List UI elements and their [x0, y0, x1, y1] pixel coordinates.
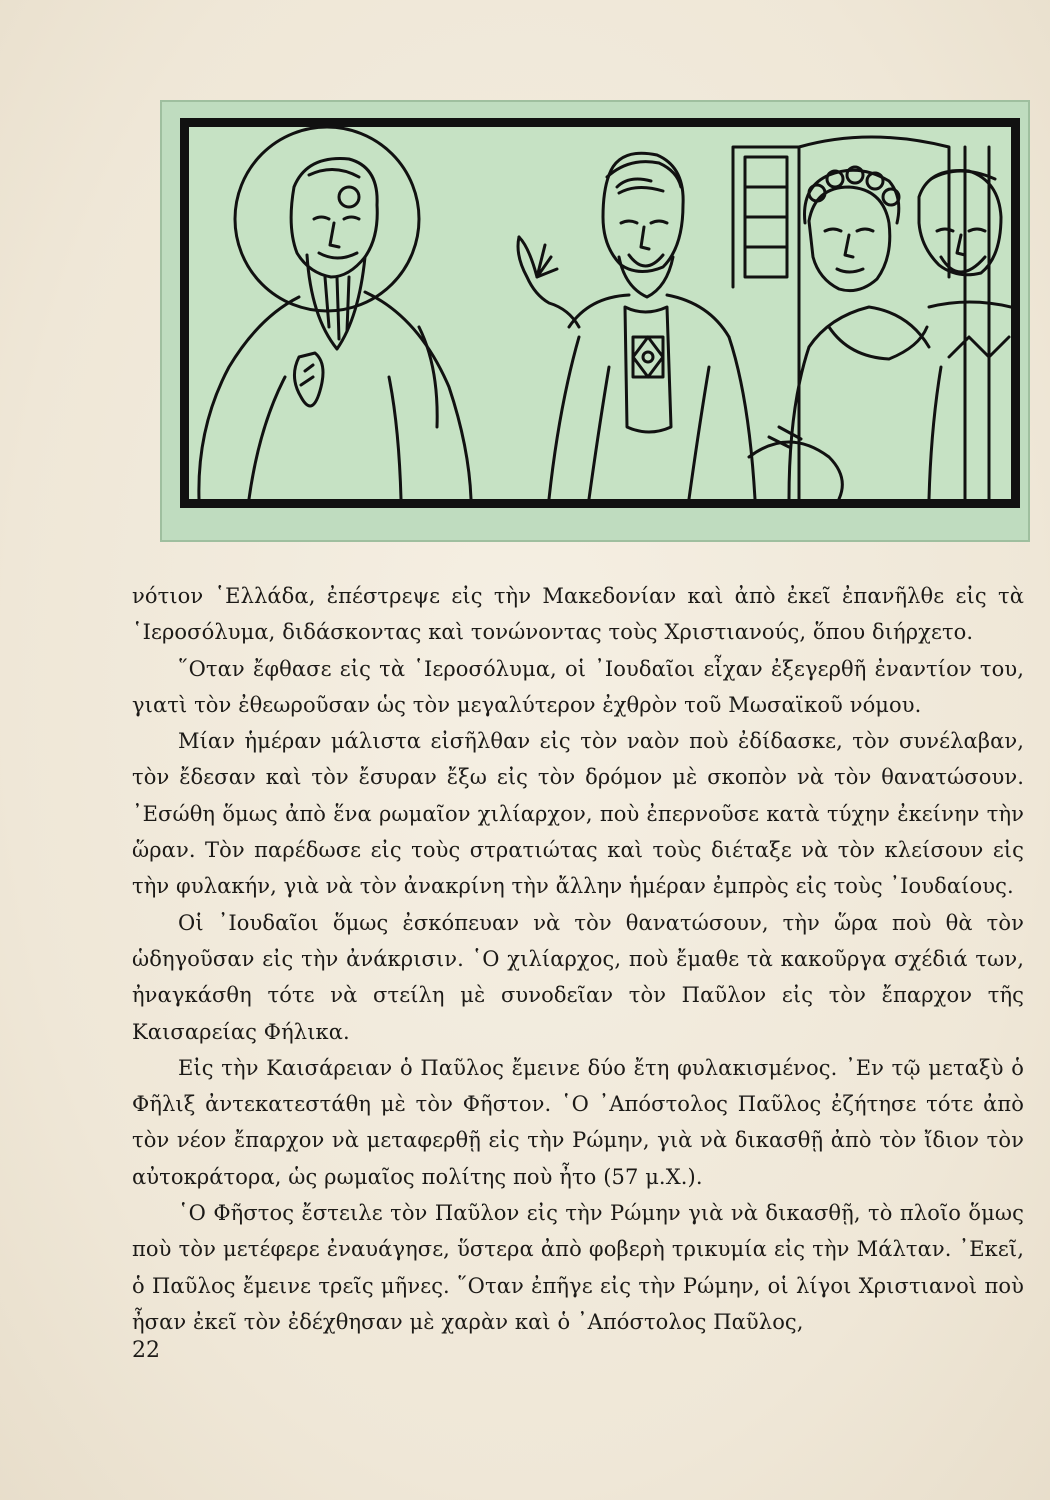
paragraph-5: Εἰς τὴν Καισάρειαν ὁ Παῦλος ἔμεινε δύο ἔτη φυλακισμένος. ᾿Εν τῷ μεταξὺ ὁ Φῆλιξ ἀντεκατεστάθη μὲ τὸν Φῆστον. ῾Ο ᾿Απόστολος Παῦλος ἐζήτησε τότε ἀπὸ τὸν νέον ἔπαρχον νὰ μεταφερθῇ εἰς τὴν Ρώμην, γιὰ νὰ δικασθῇ ἀπὸ τὸν ἴδιον τὸν αὐτοκράτορα, ὡς ρωμαῖος πολίτης ποὺ ἦτο (57 μ.Χ.).	[132, 1055, 1024, 1189]
paragraph-3: Μίαν ἡμέραν μάλιστα εἰσῆλθαν εἰς τὸν ναὸν ποὺ ἐδίδασκε, τὸν συνέλαβαν, τὸν ἔδεσαν καὶ τὸν ἔσυραν ἔξω εἰς τὸν δρόμον μὲ σκοπὸν νὰ τὸν θανατώσουν. ᾿Εσώθη ὅμως ἀπὸ ἕνα ρωμαῖον χιλίαρχον, ποὺ ἐπερνοῦσε κατὰ τύχην ἐκείνην τὴν ὥραν. Τὸν παρέδωσε εἰς τοὺς στρατιώτας καὶ τοὺς διέταξε νὰ τὸν κλείσουν εἰς τὴν φυλακήν, γιὰ νὰ τὸν ἀνακρίνη τὴν ἄλλην ἡμέραν ἐμπρὸς εἰς τοὺς ᾿Ιουδαίους.	[132, 729, 1024, 899]
paragraph-1: νότιον ῾Ελλάδα, ἐπέστρεψε εἰς τὴν Μακεδονίαν καὶ ἀπὸ ἐκεῖ ἐπανῆλθε εἰς τὰ ῾Ιεροσόλυμα, διδάσκοντας καὶ τονώνοντας τοὺς Χριστιανούς, ὅπου διήρχετο.	[132, 584, 1024, 645]
paragraph-2: ῞Οταν ἔφθασε εἰς τὰ ῾Ιεροσόλυμα, οἱ ᾿Ιουδαῖοι εἶχαν ἐξεγερθῆ ἐναντίον του, γιατὶ τὸν ἐθεωροῦσαν ὡς τὸν μεγαλύτερον ἐχθρὸν τοῦ Μωσαϊκοῦ νόμου.	[132, 656, 1024, 717]
page-number: 22	[132, 1338, 160, 1363]
paragraph-4: Οἱ ᾿Ιουδαῖοι ὅμως ἐσκόπευαν νὰ τὸν θανατώσουν, τὴν ὥρα ποὺ θὰ τὸν ὡδηγοῦσαν εἰς τὴν ἀνάκρισιν. ῾Ο χιλίαρχος, ποὺ ἔμαθε τὰ κακοῦργα σχέδιά των, ἠναγκάσθη τότε νὰ στείλη μὲ συνοδεῖαν τὸν Παῦλον εἰς τὸν ἔπαρχον τῆς Καισαρείας Φήλικα.	[132, 910, 1024, 1044]
illustration-drawing	[189, 127, 1011, 499]
body-text	[132, 578, 1024, 1340]
paragraph-6: ῾Ο Φῆστος ἔστειλε τὸν Παῦλον εἰς τὴν Ρώμην γιὰ νὰ δικασθῇ, τὸ πλοῖο ὅμως ποὺ τὸν μετέφερε ἐναυάγησε, ὕστερα ἀπὸ φοβερὴ τρικυμία εἰς τὴν Μάλταν. ᾿Εκεῖ, ὁ Παῦλος ἔμεινε τρεῖς μῆνες. ῞Οταν ἐπῆγε εἰς τὴν Ρώμην, οἱ λίγοι Χριστιανοὶ ποὺ ἦσαν ἐκεῖ τὸν ἐδέχθησαν μὲ χαρὰν καὶ ὁ ᾿Απόστολος Παῦλος,	[132, 1201, 1024, 1334]
byzantine-icon-illustration	[180, 118, 1020, 508]
